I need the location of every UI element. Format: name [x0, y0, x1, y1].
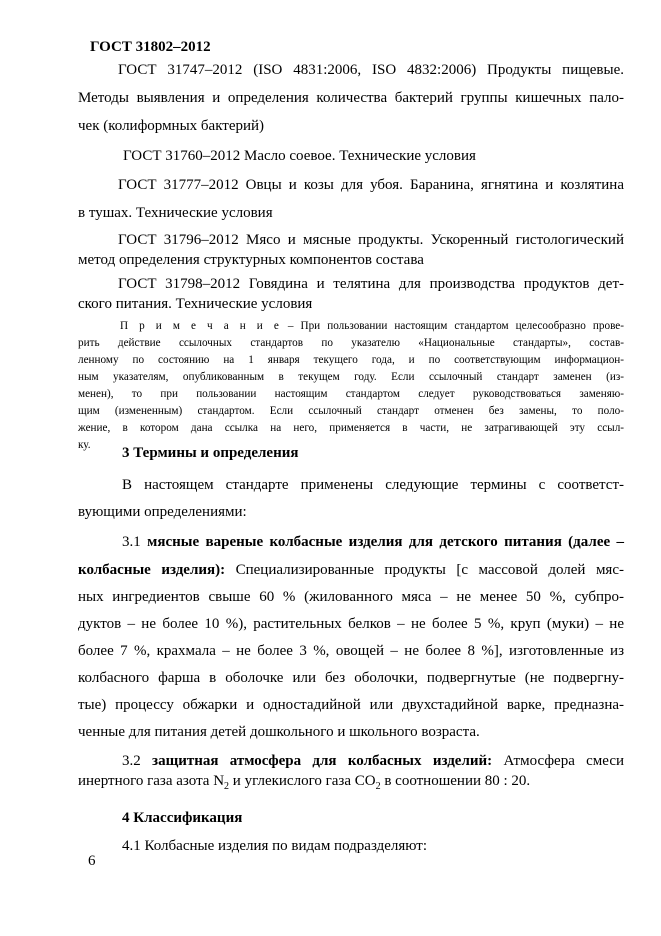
note-line-5: менен), то при пользовании настоящим стандартом следует руководствоваться заменяю- [78, 388, 624, 400]
term-3-1-line4: дуктов – не более 10 %), растительных белков – не более 5 %, круп (муки) – не [78, 616, 624, 632]
ref-gost-31798-line2: ского питания. Технические условия [78, 296, 313, 312]
section-4-heading: 4 Классификация [122, 810, 243, 826]
note-line-8: ку. [78, 439, 91, 451]
term-3-1-line8: ченные для питания детей дошкольного и школьного возраста. [78, 724, 480, 740]
note-line-2: рить действие ссылочных стандартов по указателю «Национальные стандарты», состав- [78, 337, 624, 349]
ref-gost-31777-line2: в тушах. Технические условия [78, 205, 273, 221]
section-3-intro-line2: вующими определениями: [78, 504, 247, 520]
note-line-3: ленному по состоянию на 1 января текущего года, и по соответствующим информацион- [78, 354, 624, 366]
note-line-1: П р и м е ч а н и е – При пользовании настоящим стандартом целесообразно прове- [120, 320, 624, 332]
section-3-intro-line1: В настоящем стандарте применены следующие термины с соответст- [122, 477, 624, 493]
term-3-1-line3: ных ингредиентов свыше 60 % (жилованного мяса – не менее 50 %, субпро- [78, 589, 624, 605]
note-line-7: жение, в котором дана ссылка на него, применяется в части, не затрагивающей эту ссыл- [78, 422, 624, 434]
term-3-1-line1: 3.1 мясные вареные колбасные изделия для детского питания (далее – [122, 534, 625, 550]
ref-gost-31777-line1: ГОСТ 31777–2012 Овцы и козы для убоя. Баранина, ягнятина и козлятина [118, 177, 624, 193]
ref-gost-31747-line2: Методы выявления и определения количества бактерий группы кишечных пало- [78, 90, 624, 106]
term-3-2-line1: 3.2 защитная атмосфера для колбасных изделий: Атмосфера смеси [122, 753, 625, 769]
ref-gost-31796-line1: ГОСТ 31796–2012 Мясо и мясные продукты. Ускоренный гистологический [118, 232, 624, 248]
term-3-1-line2: колбасные изделия): Специализированные продукты [с массовой долей мяс- [78, 562, 624, 578]
term-3-1-line5: более 7 %, крахмала – не более 3 %, овощей – не более 8 %], изготовленные из [78, 643, 624, 659]
note-block [78, 318, 624, 454]
ref-gost-31747-line3: чек (колиформных бактерий) [78, 118, 265, 134]
document-header: ГОСТ 31802–2012 [90, 39, 211, 55]
ref-gost-31760: ГОСТ 31760–2012 Масло соевое. Технические условия [123, 148, 476, 164]
term-3-1-line7: тые) процессу обжарки и одностадийной или двухстадийной варке, предназна- [78, 697, 624, 713]
ref-gost-31747-line1: ГОСТ 31747–2012 (ISO 4831:2006, ISO 4832:2006) Продукты пищевые. [118, 62, 624, 78]
note-label: П р и м е ч а н и е [120, 320, 281, 332]
section-3-heading: 3 Термины и определения [122, 445, 299, 461]
term-3-2-line2: инертного газа азота $N_2$ и углекислого газа $CO_2$ в соотношении 80 : 20. [78, 773, 531, 792]
ref-gost-31798-line1: ГОСТ 31798–2012 Говядина и телятина для производства продуктов дет- [118, 276, 624, 292]
page-number: 6 [88, 853, 96, 869]
ref-gost-31796-line2: метод определения структурных компонентов состава [78, 252, 424, 268]
term-3-1-line6: колбасного фарша в оболочке или без оболочки, подвергнутые (не подвергну- [78, 670, 624, 686]
paragraph-4-1: 4.1 Колбасные изделия по видам подразделяют: [122, 838, 428, 854]
note-line-4: ным указателям, опубликованным в текущем году. Если ссылочный стандарт заменен (из- [78, 371, 624, 383]
note-line-6: щим (измененным) стандартом. Если ссылочный стандарт отменен без замены, то поло- [78, 405, 624, 417]
